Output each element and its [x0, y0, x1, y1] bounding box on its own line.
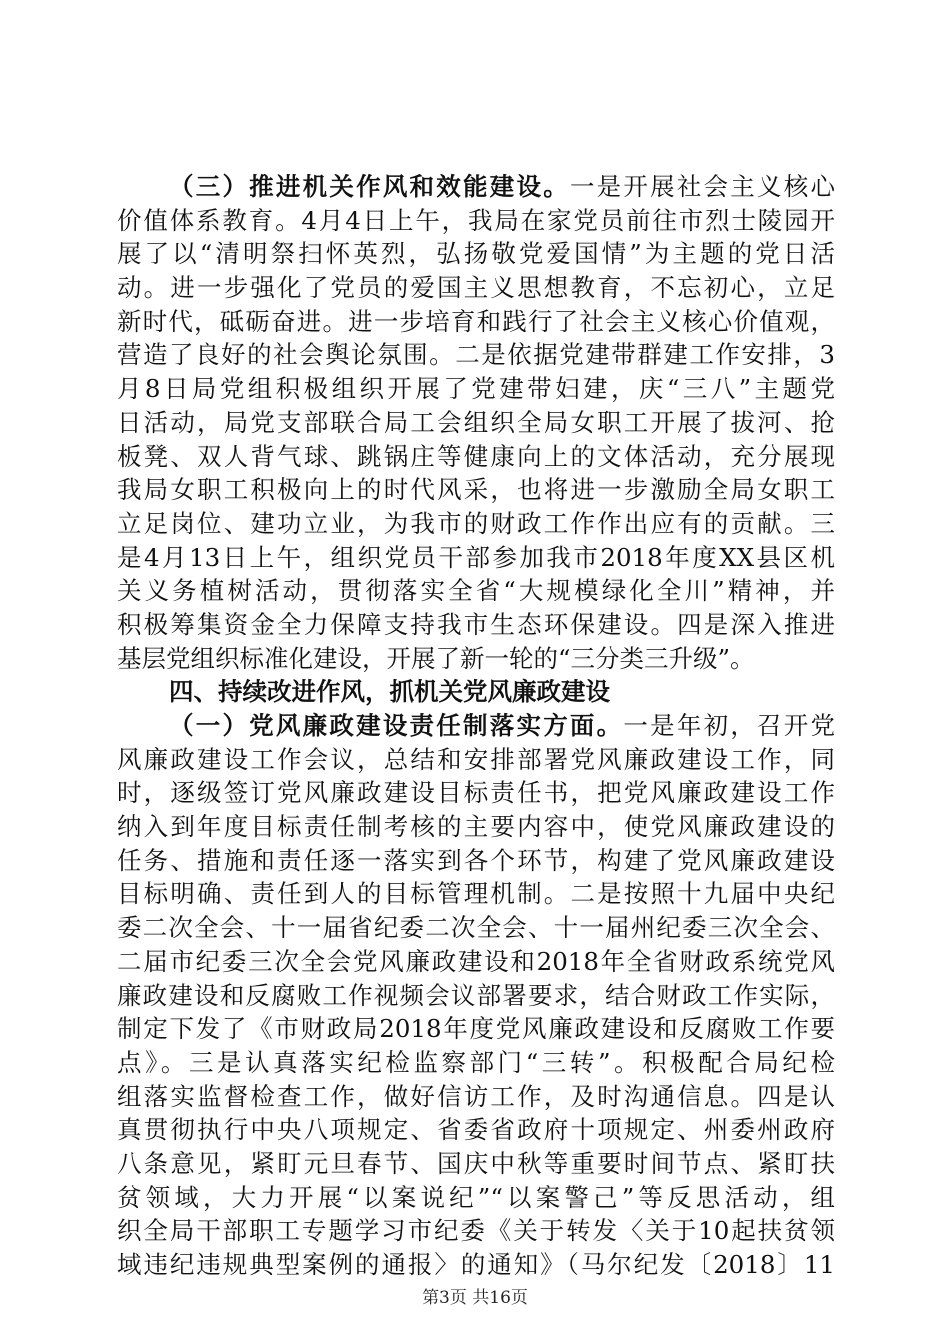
paragraph-line: 风廉政建设工作会议，总结和安排部署党风廉政建设工作，同	[117, 744, 835, 774]
paragraph-line: 基层党组织标准化建设，开展了新一轮的“三分类三升级”。	[117, 643, 755, 673]
paragraph-line: 二届市纪委三次全会党风廉政建设和2018年全省财政系统党风	[117, 946, 835, 976]
paragraph-line: 贫领域，大力开展“以案说纪”“以案警己”等反思活动，组	[117, 1182, 835, 1212]
paragraph-line: 纳入到年度目标责任制考核的主要内容中，使党风廉政建设的	[117, 812, 835, 842]
paragraph-text: 一是年初，召开党	[623, 711, 836, 740]
subsection-heading: （一）党风廉政建设责任制落实方面。	[169, 711, 624, 740]
paragraph-line: 委二次全会、十一届省纪委二次全会、十一届州纪委三次全会、	[117, 913, 835, 943]
paragraph-line: 时，逐级签订党风廉政建设目标责任书，把党风廉政建设工作	[117, 778, 835, 808]
paragraph-line: 制定下发了《市财政局2018年度党风廉政建设和反腐败工作要	[117, 1014, 835, 1044]
paragraph-line: 新时代，砥砺奋进。进一步培育和践行了社会主义核心价值观，	[117, 306, 835, 336]
paragraph-line: 织全局干部职工专题学习市纪委《关于转发〈关于10起扶贫领	[117, 1216, 835, 1246]
document-body	[117, 170, 835, 1282]
paragraph-line: 月8日局党组积极组织开展了党建带妇建，庆“三八”主题党	[117, 374, 835, 404]
paragraph-line: 积极筹集资金全力保障支持我市生态环保建设。四是深入推进	[117, 609, 835, 639]
paragraph-line: 板凳、双人背气球、跳锅庄等健康向上的文体活动，充分展现	[117, 441, 835, 471]
paragraph-line: 日活动，局党支部联合局工会组织全局女职工开展了拔河、抢	[117, 407, 835, 437]
paragraph-line: 八条意见，紧盯元旦春节、国庆中秋等重要时间节点、紧盯扶	[117, 1148, 835, 1178]
paragraph-line: 组落实监督检查工作，做好信访工作，及时沟通信息。四是认	[117, 1081, 835, 1111]
paragraph-line: 动。进一步强化了党员的爱国主义思想教育，不忘初心，立足	[117, 273, 835, 303]
paragraph-line: 是4月13日上午，组织党员干部参加我市2018年度XX县区机	[117, 542, 835, 572]
paragraph-line: 目标明确、责任到人的目标管理机制。二是按照十九届中央纪	[117, 879, 835, 909]
paragraph-line: 价值体系教育。4月4日上午，我局在家党员前往市烈士陵园开	[117, 205, 835, 235]
paragraph-line: 展了以“清明祭扫怀英烈，弘扬敬党爱国情”为主题的党日活	[117, 239, 835, 269]
page-number: 第3页 共16页	[422, 1288, 528, 1308]
paragraph-line: 我局女职工积极向上的时代风采，也将进一步激励全局女职工	[117, 475, 835, 505]
paragraph-line	[117, 709, 835, 743]
paragraph-line: 点》。三是认真落实纪检监察部门“三转”。积极配合局纪检	[117, 1047, 835, 1077]
paragraph-line: 关义务植树活动，贯彻落实全省“大规模绿化全川”精神，并	[117, 576, 835, 606]
section-heading: 四、持续改进作风，抓机关党风廉政建设	[169, 677, 610, 707]
paragraph-line: 任务、措施和责任逐一落实到各个环节，构建了党风廉政建设	[117, 845, 835, 875]
paragraph-line: 立足岗位、建功立业，为我市的财政工作作出应有的贡献。三	[117, 508, 835, 538]
section-heading: （三）推进机关作风和效能建设。	[169, 172, 570, 201]
paragraph-line: 廉政建设和反腐败工作视频会议部署要求，结合财政工作实际，	[117, 980, 835, 1010]
paragraph-text: 一是开展社会主义核心	[569, 172, 835, 201]
paragraph-line: 域违纪违规典型案例的通报〉的通知》（马尔纪发〔2018〕11	[117, 1250, 835, 1279]
paragraph-line: 营造了良好的社会舆论氛围。二是依据党建带群建工作安排，3	[117, 340, 835, 370]
paragraph-line	[117, 170, 835, 204]
paragraph-line: 真贯彻执行中央八项规定、省委省政府十项规定、州委州政府	[117, 1115, 835, 1145]
